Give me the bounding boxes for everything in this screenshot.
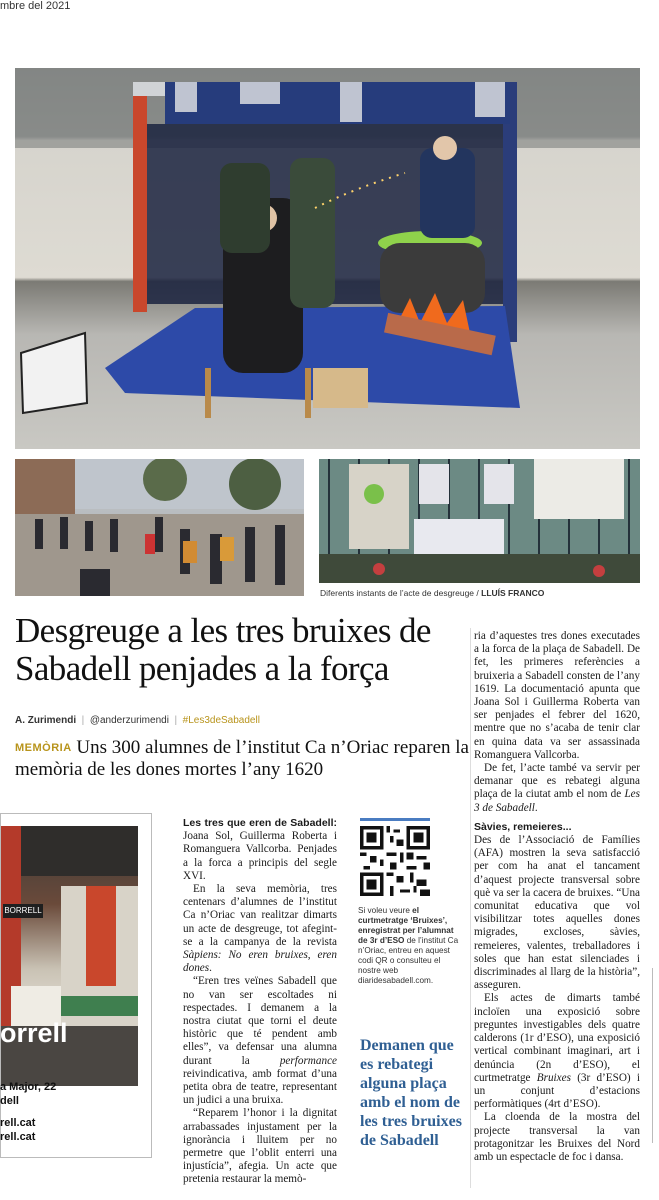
page-edge [652, 968, 659, 1143]
byline-author: A. Zurimendi [15, 715, 77, 726]
column-a-para-1 [183, 883, 337, 975]
photo-caption [320, 588, 544, 598]
column-b-para-4: La cloenda de la mostra del projecte transversal la van protagonitzar les Bruixes del Nord amb un espectacle de foc i dansa. [474, 1111, 640, 1163]
column-b-para-3 [474, 992, 640, 1111]
column-a-lead: Joana Sol, Guillerma Roberta i Romanguera Vallcorba. Penjades a la forca a principis del segle XVI. [183, 830, 337, 882]
subhead [15, 737, 475, 780]
column-b-p3-end: (3r d’ESO) i un conjunt d’estacions performàtiques (4rt d’ESO). [474, 1071, 640, 1111]
ad-web-1[interactable]: rell.cat [0, 1117, 36, 1129]
qr-instructions [358, 906, 462, 986]
column-a-p1-text: En la seva memòria, tres centenars d’alumnes de l’institut Ca n’Oriac van realitzar dimarts un acte de desgreuge, tot afegint-se a la campanya de la revista [183, 883, 337, 948]
twitter-icon: | [78, 715, 88, 726]
advertisement[interactable] [0, 813, 152, 1158]
column-a-subtitle: Les tres que eren de Sabadell: [183, 817, 337, 829]
qr-accent-bar [360, 818, 430, 821]
ad-brand-name: orrell [0, 1018, 68, 1048]
column-b-para-0: ria d’aquestes tres dones executades a la forca de la plaça de Sabadell. De fet, les primeres referències a bruixeria a Sabadell consten de l’any 1619. La documentació apunta que Joana Sol i Guillerma Roberta van ser penjades el febrer del 1620, mentre que no s’acaba de tenir clar en quina data va ser assassinada Romanguera Vallcorba. [474, 630, 640, 761]
column-b-p1-end: . [534, 801, 538, 814]
fence-exhibit-scene [319, 459, 640, 583]
qr-code-graphic [360, 826, 430, 896]
column-b-subtitle: Sàvies, remeieres... [474, 820, 572, 833]
byline: A. Zurimendi | @anderzurimendi | #Les3deSabadell [15, 715, 260, 726]
column-separator [470, 628, 471, 1188]
pull-quote: Demanen que es rebategi alguna plaça amb el nom de les tres bruixes de Sabadell [360, 1037, 462, 1149]
headline: Desgreuge a les tres bruixes de Sabadell penjades a la força [15, 611, 431, 688]
byline-hashtag[interactable]: #Les3deSabadell [182, 715, 260, 726]
article-column-b [474, 630, 640, 1164]
qr-code-icon[interactable] [360, 826, 430, 896]
ad-city: dell [0, 1095, 19, 1107]
crowd-photo-scene [15, 459, 304, 596]
column-a-p2-text: “Eren tres veïnes Sabadell que no van ser escoltades ni respectades. I demanem a la nostra ciutat que torni el deute històric que té pendent amb elles”, va defensar una alumna durant la [183, 975, 337, 1067]
main-photo-scene [15, 68, 640, 449]
dateline: mbre del 2021 [0, 0, 71, 12]
column-a-p1-em: Sàpiens: No eren bruixes, eren dones [183, 949, 337, 975]
fence-exhibit-photo [319, 459, 640, 583]
article-column-a [183, 817, 337, 1187]
crowd-photo [15, 459, 304, 596]
qr-text-3: de l’institut Ca n’Oriac, entreu en aquest codi QR o consulteu el nostre web diaridesabadell.com. [358, 936, 459, 985]
column-b-p1-em: Les 3 de Sabadell [474, 788, 640, 814]
column-a-p1-end: . [209, 962, 212, 975]
ad-web-2[interactable]: rell.cat [0, 1131, 36, 1143]
byline-handle[interactable]: @anderzurimendi [89, 715, 169, 726]
column-a-para-2 [183, 975, 337, 1107]
qr-text-1: Si voleu veure [358, 906, 413, 915]
column-a-para-0 [183, 817, 337, 883]
column-b-p3-em: Bruixes [536, 1071, 571, 1084]
main-photo [15, 68, 640, 449]
ad-address: a Major, 22 [0, 1081, 57, 1093]
subhead-text: Uns 300 alumnes de l’institut Ca n’Oriac reparen la memòria de les dones mortes l’any 1620 [15, 737, 469, 780]
column-a-p2-end: reivindicativa, amb format d’una petita obra de teatre, representant un judici a una bruixa. [183, 1067, 337, 1107]
qr-text-2: el curtmetratge ‘Bruixes’, enregistrat per l’alumnat de 3r d’ESO [358, 906, 454, 945]
column-a-p2-em: performance [279, 1054, 337, 1067]
caption-text: Diferents instants de l’acte de desgreuge / [320, 588, 482, 598]
column-b-p3-text: Els actes de dimarts també incloïen una exposició sobre preguntes investigables dels quatre calderons (1r d’ESO), una exposició vertical combinant imaginari, art i denúncia (2n d’ESO), el curtmetratge [474, 992, 640, 1084]
caption-credit: LLUÍS FRANCO [481, 588, 545, 598]
column-b-para-1 [474, 762, 640, 815]
column-a-para-3: “Reparem l’honor i la dignitat arrabassades injustament per la ignorància i lluitem per no permetre que l’oblit enterri una injustícia”, afegia. Un acte que pretenia restaurar la memò- [183, 1107, 337, 1186]
ad-sign: BORRELL [3, 904, 43, 918]
column-b-p1-text: De fet, l’acte també va servir per demanar que es rebategi alguna plaça de la ciutat amb el nom de [474, 762, 640, 801]
subhead-kicker: MEMÒRIA [15, 742, 72, 754]
column-b-para-2: Des de l’Associació de Famílies (AFA) mostren la seva satisfacció per com ha anat el tancament d’aquest projecte transversal sobre què va ser la cacera de bruixes. “Una comunitat educativa que vol visibilitzar totes aquelles dones migrades, excloses, sàvies, remeieres, valentes, treballadores i soles que han estat silenciades i discriminades al llarg de la història”, asseguren. [474, 834, 640, 992]
